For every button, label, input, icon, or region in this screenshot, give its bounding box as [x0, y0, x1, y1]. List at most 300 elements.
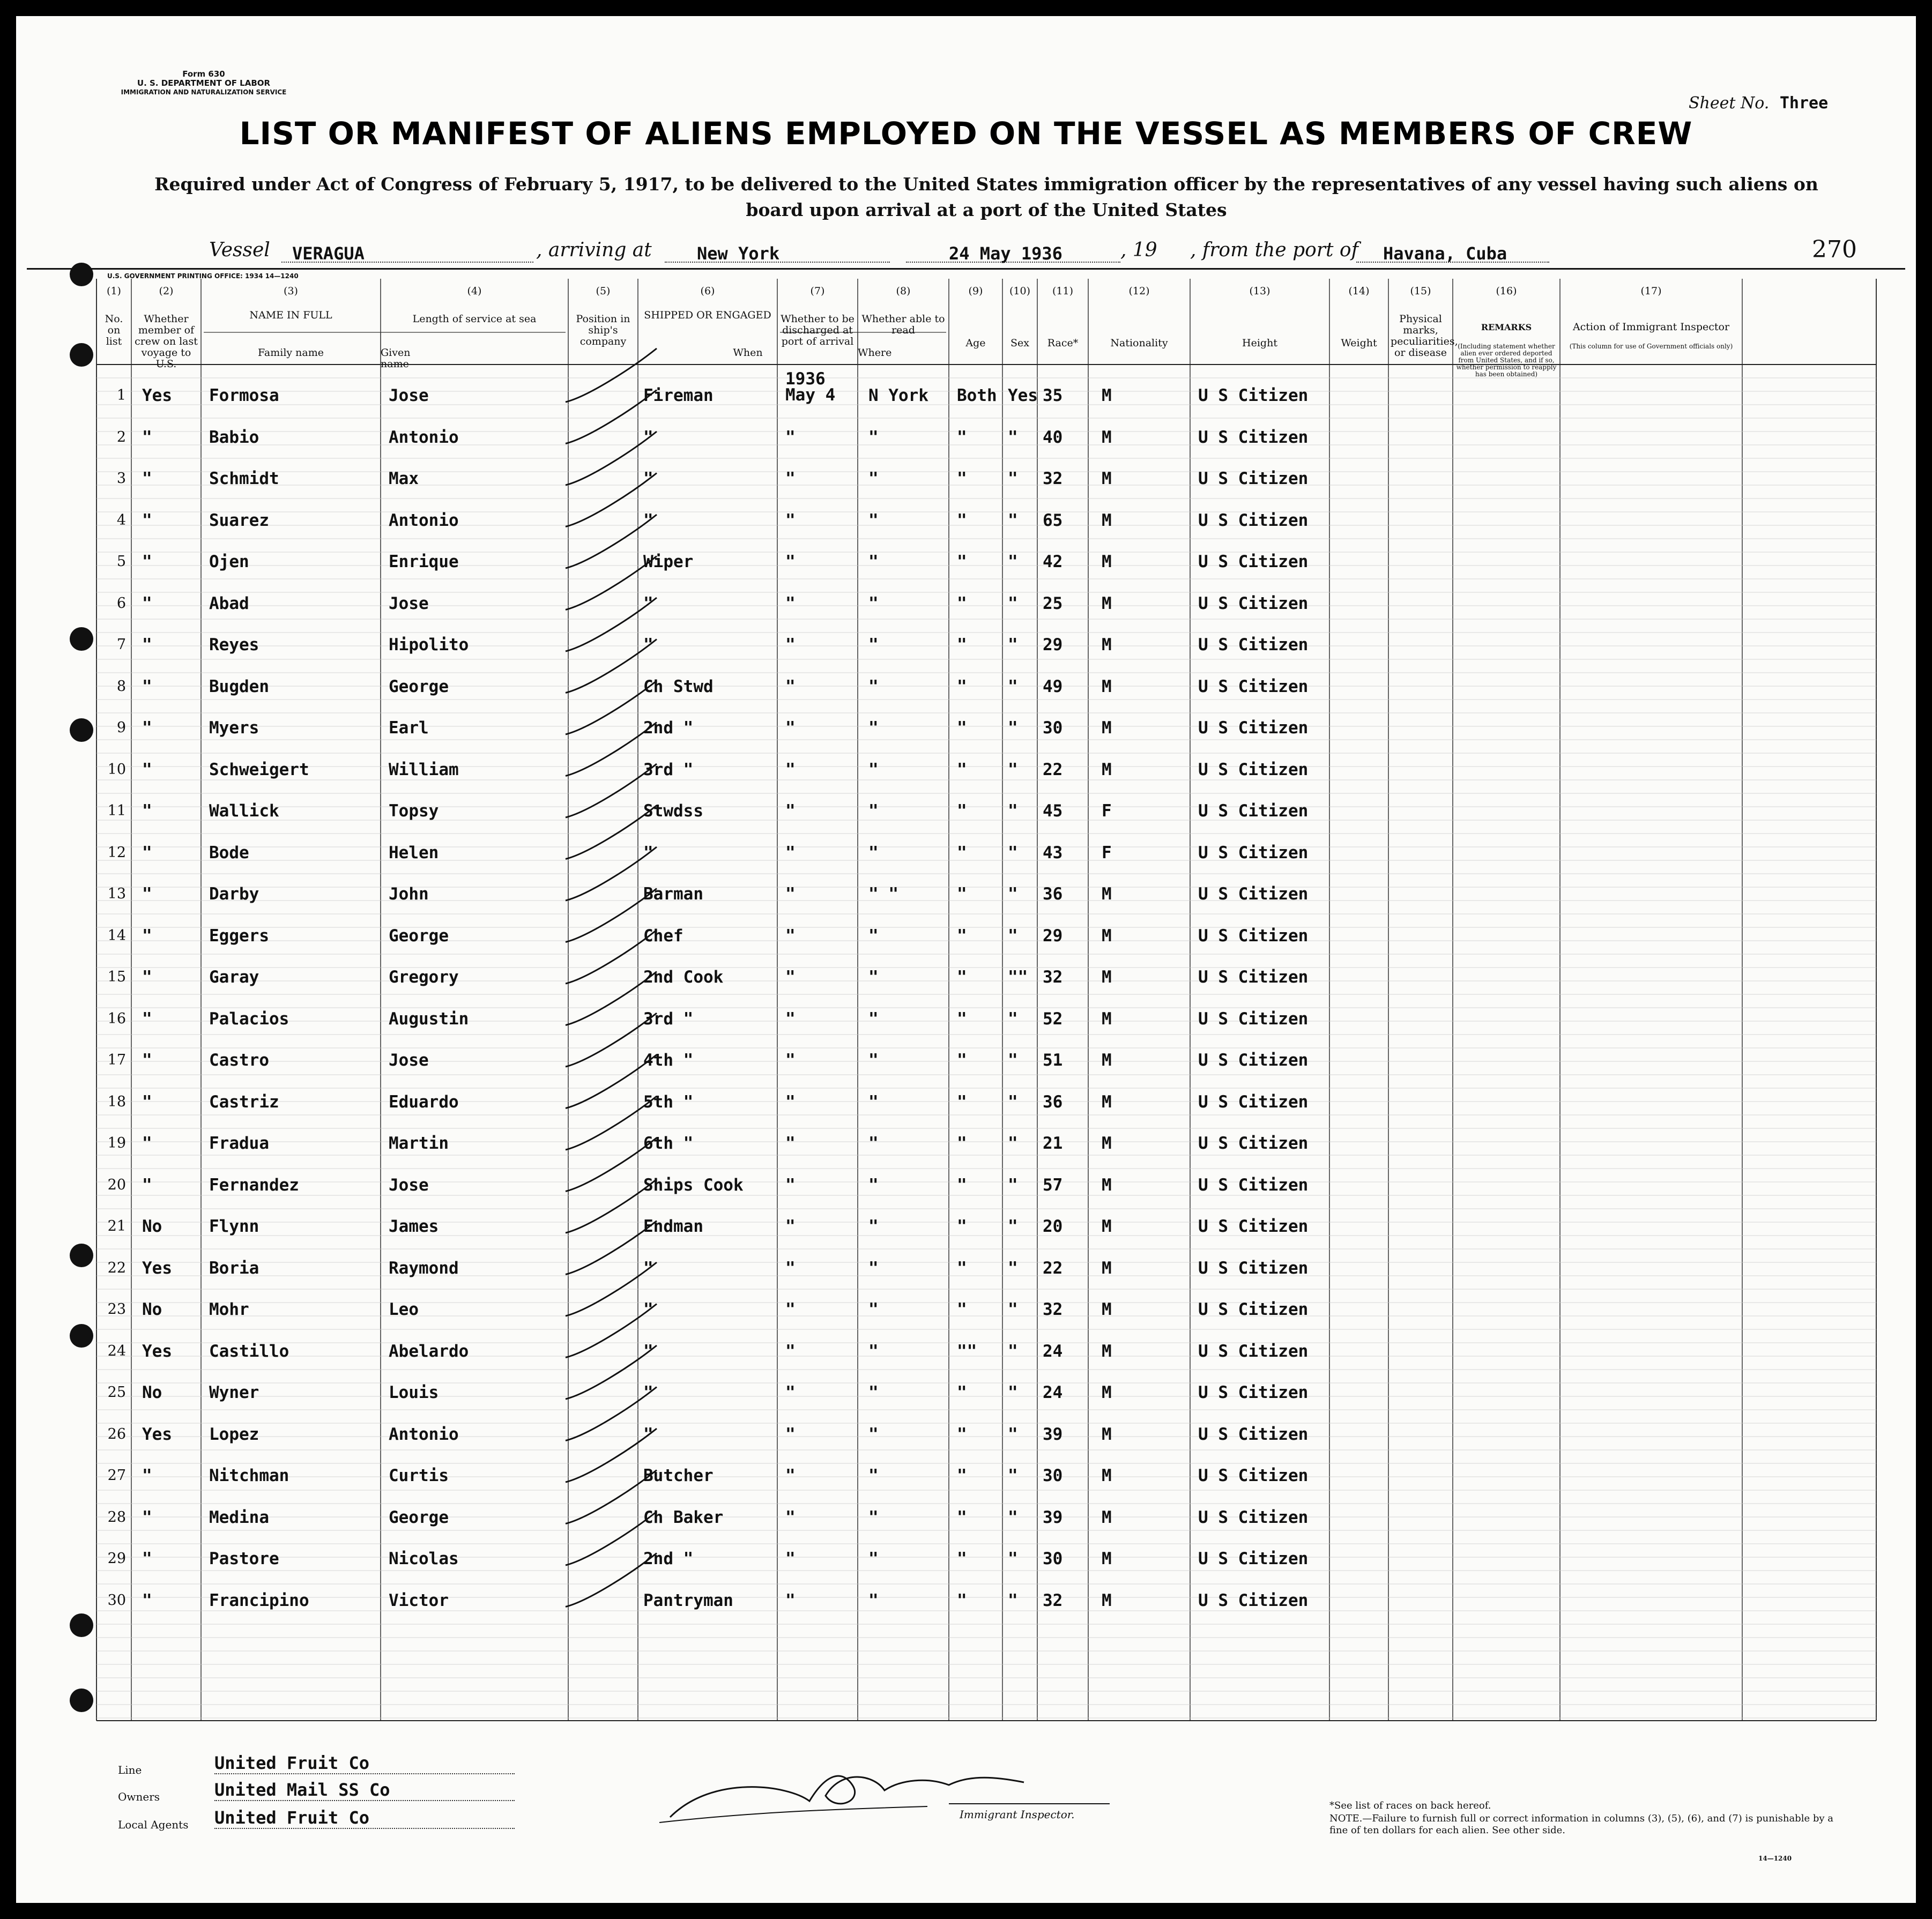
race-cell: U S Citizen	[1198, 1341, 1309, 1361]
given-name-cell: George	[389, 676, 449, 696]
shipped-when-cell: "	[785, 884, 796, 904]
position-cell: "	[643, 593, 653, 613]
family-name-cell: Castillo	[209, 1341, 289, 1361]
age-cell: 24	[1043, 1383, 1063, 1402]
column-number: (14)	[1348, 285, 1370, 297]
age-cell: 36	[1043, 884, 1063, 904]
column-subheader: Where	[858, 347, 892, 359]
last-voyage-cell: "	[142, 427, 152, 447]
date-value: 24 May 1936	[949, 243, 1062, 264]
position-cell: "	[643, 1383, 653, 1402]
discharged-cell: "	[957, 427, 967, 447]
family-name-cell: Mohr	[209, 1300, 249, 1319]
owners-value: United Mail SS Co	[214, 1780, 515, 1801]
given-name-cell: Nicolas	[389, 1549, 459, 1568]
row-number: 25	[107, 1384, 126, 1401]
discharged-cell: "	[957, 469, 967, 488]
able-to-read-cell: "	[1008, 469, 1018, 488]
discharged-cell: "	[957, 718, 967, 738]
sex-cell: M	[1102, 1424, 1112, 1444]
family-name-cell: Schweigert	[209, 760, 309, 779]
owners-label: Owners	[118, 1790, 160, 1803]
column-header: Physical marks, peculiarities, or disease	[1391, 313, 1458, 359]
able-to-read-cell: "	[1008, 1217, 1018, 1236]
given-name-cell: Jose	[389, 386, 429, 405]
row-number: 16	[107, 1010, 126, 1027]
family-name-cell: Flynn	[209, 1217, 259, 1236]
given-name-cell: George	[389, 926, 449, 946]
column-header: REMARKS	[1481, 322, 1532, 332]
position-cell: Chef	[643, 926, 683, 946]
age-cell: 43	[1043, 843, 1063, 862]
position-cell: "	[643, 1341, 653, 1361]
shipped-where-cell: "	[868, 1383, 879, 1402]
row-number: 23	[107, 1301, 126, 1318]
discharged-cell: "	[957, 1466, 967, 1485]
race-cell: U S Citizen	[1198, 843, 1309, 862]
able-to-read-cell: "	[1008, 801, 1018, 821]
discharged-cell: "	[957, 926, 967, 946]
age-cell: 30	[1043, 718, 1063, 738]
page-number: 270	[1812, 236, 1857, 263]
row-number: 4	[116, 511, 126, 529]
last-voyage-cell: Yes	[142, 1424, 172, 1444]
column-header: Length of service at sea	[412, 313, 537, 325]
row-number: 27	[107, 1467, 126, 1484]
sex-cell: M	[1102, 1590, 1112, 1610]
position-cell: Wiper	[643, 552, 694, 571]
last-voyage-cell: "	[142, 968, 152, 987]
family-name-cell: Suarez	[209, 510, 269, 530]
vessel-label: Vessel	[209, 239, 270, 261]
sex-cell: M	[1102, 1175, 1112, 1195]
column-header: Whether member of crew on last voyage to U.S.	[135, 313, 198, 370]
able-to-read-cell: "	[1008, 427, 1018, 447]
shipped-where-cell: "	[868, 552, 879, 571]
age-cell: 39	[1043, 1424, 1063, 1444]
discharged-cell: "	[957, 843, 967, 862]
form-number: Form 630	[182, 69, 225, 79]
sex-cell: M	[1102, 510, 1112, 530]
family-name-cell: Reyes	[209, 635, 259, 654]
discharged-cell: "	[957, 1092, 967, 1112]
position-cell: Pantryman	[643, 1590, 733, 1610]
shipped-where-cell: "	[868, 1507, 879, 1527]
agents-label: Local Agents	[118, 1818, 189, 1831]
able-to-read-cell: "	[1008, 1092, 1018, 1112]
shipped-when-cell: "	[785, 427, 796, 447]
discharged-cell: "	[957, 801, 967, 821]
able-to-read-cell: "	[1008, 510, 1018, 530]
shipped-where-cell: "	[868, 1466, 879, 1485]
shipped-where-cell: "	[868, 635, 879, 654]
shipped-where-cell: "	[868, 1300, 879, 1319]
shipped-where-cell: "	[868, 801, 879, 821]
able-to-read-cell: "	[1008, 1424, 1018, 1444]
shipped-when-cell: "	[785, 1383, 796, 1402]
column-subheader: Family name	[258, 347, 324, 359]
position-cell: 4th "	[643, 1051, 694, 1070]
discharged-cell: "	[957, 1300, 967, 1319]
family-name-cell: Castro	[209, 1051, 269, 1070]
position-cell: 2nd "	[643, 1549, 694, 1568]
age-cell: 39	[1043, 1507, 1063, 1527]
shipped-when-cell: "	[785, 1300, 796, 1319]
last-voyage-cell: "	[142, 552, 152, 571]
family-name-cell: Myers	[209, 718, 259, 738]
shipped-when-cell: 1936 May 4	[785, 369, 836, 405]
race-cell: U S Citizen	[1198, 718, 1309, 738]
age-cell: 21	[1043, 1134, 1063, 1153]
sex-cell: M	[1102, 1383, 1112, 1402]
given-name-cell: Earl	[389, 718, 429, 738]
able-to-read-cell: "	[1008, 1134, 1018, 1153]
last-voyage-cell: "	[142, 1175, 152, 1195]
given-name-cell: Max	[389, 469, 419, 488]
position-cell: "	[643, 635, 653, 654]
shipped-where-cell: "	[868, 1009, 879, 1029]
age-cell: 29	[1043, 635, 1063, 654]
race-cell: U S Citizen	[1198, 760, 1309, 779]
column-number: (5)	[596, 285, 611, 297]
last-voyage-cell: "	[142, 1092, 152, 1112]
shipped-where-cell: "	[868, 968, 879, 987]
shipped-when-cell: "	[785, 1092, 796, 1112]
age-cell: 32	[1043, 968, 1063, 987]
given-name-cell: Abelardo	[389, 1341, 469, 1361]
last-voyage-cell: No	[142, 1300, 162, 1319]
discharged-cell: Both	[957, 386, 997, 405]
able-to-read-cell: "	[1008, 1466, 1018, 1485]
given-name-cell: Eduardo	[389, 1092, 459, 1112]
column-number: (17)	[1640, 285, 1662, 297]
last-voyage-cell: Yes	[142, 1258, 172, 1278]
discharged-cell: "	[957, 884, 967, 904]
age-cell: 49	[1043, 676, 1063, 696]
given-name-cell: Martin	[389, 1134, 449, 1153]
race-cell: U S Citizen	[1198, 469, 1309, 488]
shipped-when-cell: "	[785, 801, 796, 821]
able-to-read-cell: "	[1008, 718, 1018, 738]
race-cell: U S Citizen	[1198, 1590, 1309, 1610]
position-cell: 2nd "	[643, 718, 694, 738]
age-cell: 40	[1043, 427, 1063, 447]
row-number: 29	[107, 1550, 126, 1567]
age-cell: 30	[1043, 1549, 1063, 1568]
race-cell: U S Citizen	[1198, 1258, 1309, 1278]
shipped-when-cell: "	[785, 926, 796, 946]
row-number: 13	[107, 886, 126, 902]
family-name-cell: Garay	[209, 968, 259, 987]
column-number: (7)	[810, 285, 825, 297]
able-to-read-cell: "	[1008, 635, 1018, 654]
shipped-when-cell: "	[785, 1175, 796, 1195]
given-name-cell: Jose	[389, 1175, 429, 1195]
able-to-read-cell: "	[1008, 1300, 1018, 1319]
given-name-cell: Jose	[389, 593, 429, 613]
age-cell: 57	[1043, 1175, 1063, 1195]
given-name-cell: Victor	[389, 1590, 449, 1610]
row-number: 11	[107, 802, 126, 819]
sheet-no-value: Three	[1779, 94, 1829, 113]
given-name-cell: Augustin	[389, 1009, 469, 1029]
row-number: 20	[107, 1176, 126, 1193]
row-number: 17	[107, 1052, 126, 1068]
able-to-read-cell: "	[1008, 676, 1018, 696]
races-note: *See list of races on back hereof.	[1329, 1800, 1491, 1811]
discharged-cell: "	[957, 676, 967, 696]
column-header: No. on list	[105, 313, 123, 347]
race-cell: U S Citizen	[1198, 1051, 1309, 1070]
position-cell: 5th "	[643, 1092, 694, 1112]
race-cell: U S Citizen	[1198, 926, 1309, 946]
shipped-when-cell: "	[785, 676, 796, 696]
shipped-when-cell: "	[785, 1549, 796, 1568]
race-cell: U S Citizen	[1198, 386, 1309, 405]
row-number: 6	[116, 594, 126, 612]
column-number: (10)	[1009, 285, 1030, 297]
sex-cell: M	[1102, 552, 1112, 571]
sex-cell: M	[1102, 1051, 1112, 1070]
shipped-when-cell: "	[785, 1341, 796, 1361]
row-number: 19	[107, 1135, 126, 1151]
row-number: 18	[107, 1093, 126, 1110]
last-voyage-cell: "	[142, 469, 152, 488]
position-cell: 6th "	[643, 1134, 694, 1153]
shipped-where-cell: "	[868, 1549, 879, 1568]
position-cell: Butcher	[643, 1466, 714, 1485]
row-number: 9	[116, 719, 126, 736]
column-number: (4)	[467, 285, 482, 297]
race-cell: U S Citizen	[1198, 1300, 1309, 1319]
column-header: Race*	[1047, 337, 1079, 349]
given-name-cell: Hipolito	[389, 635, 469, 654]
able-to-read-cell: "	[1008, 593, 1018, 613]
column-header: SHIPPED OR ENGAGED	[644, 309, 771, 321]
able-to-read-cell: "	[1008, 1590, 1018, 1610]
sex-cell: M	[1102, 386, 1112, 405]
position-cell: Barman	[643, 884, 703, 904]
race-cell: U S Citizen	[1198, 801, 1309, 821]
sex-cell: F	[1102, 843, 1112, 862]
position-cell: "	[643, 427, 653, 447]
sex-cell: M	[1102, 1466, 1112, 1485]
line-label: Line	[118, 1764, 142, 1776]
family-name-cell: Darby	[209, 884, 259, 904]
sex-cell: M	[1102, 1258, 1112, 1278]
last-voyage-cell: "	[142, 676, 152, 696]
shipped-where-cell: "	[868, 926, 879, 946]
given-name-cell: Antonio	[389, 1424, 459, 1444]
column-header: Sex	[1010, 337, 1029, 349]
discharged-cell: "	[957, 760, 967, 779]
family-name-cell: Wyner	[209, 1383, 259, 1402]
manifest-sheet	[16, 16, 1916, 1903]
column-number: (13)	[1249, 285, 1270, 297]
sex-cell: M	[1102, 1009, 1112, 1029]
last-voyage-cell: "	[142, 843, 152, 862]
column-header: Action of Immigrant Inspector	[1572, 321, 1730, 333]
given-name-cell: Topsy	[389, 801, 439, 821]
age-cell: 42	[1043, 552, 1063, 571]
age-cell: 65	[1043, 510, 1063, 530]
inspector-label: Immigrant Inspector.	[960, 1808, 1075, 1821]
from-label: , from the port of	[1190, 239, 1358, 261]
family-name-cell: Bode	[209, 843, 249, 862]
sex-cell: M	[1102, 1300, 1112, 1319]
column-number: (15)	[1410, 285, 1431, 297]
shipped-when-cell: "	[785, 469, 796, 488]
shipped-when-cell: "	[785, 718, 796, 738]
last-voyage-cell: "	[142, 510, 152, 530]
shipped-when-cell: "	[785, 1590, 796, 1610]
sex-cell: M	[1102, 1217, 1112, 1236]
discharged-cell: "	[957, 1383, 967, 1402]
able-to-read-cell: Yes	[1008, 386, 1038, 405]
shipped-when-cell: "	[785, 1424, 796, 1444]
last-voyage-cell: "	[142, 926, 152, 946]
age-cell: 20	[1043, 1217, 1063, 1236]
shipped-where-cell: "	[868, 1134, 879, 1153]
shipped-where-cell: N York	[868, 386, 928, 405]
discharged-cell: "	[957, 1424, 967, 1444]
shipped-where-cell: "	[868, 1051, 879, 1070]
sex-cell: M	[1102, 635, 1112, 654]
discharged-cell: "	[957, 1549, 967, 1568]
discharged-cell: "	[957, 1217, 967, 1236]
shipped-when-cell: "	[785, 1507, 796, 1527]
shipped-where-cell: "	[868, 510, 879, 530]
row-number: 2	[116, 428, 126, 445]
column-number: (11)	[1052, 285, 1073, 297]
column-header: Whether able to read	[861, 313, 945, 336]
shipped-where-cell: "	[868, 843, 879, 862]
family-name-cell: Fernandez	[209, 1175, 299, 1195]
last-voyage-cell: "	[142, 635, 152, 654]
arriving-value: New York	[697, 243, 780, 264]
discharged-cell: "	[957, 1507, 967, 1527]
discharged-cell: "	[957, 1175, 967, 1195]
family-name-cell: Formosa	[209, 386, 279, 405]
shipped-where-cell: "	[868, 676, 879, 696]
sex-cell: M	[1102, 884, 1112, 904]
given-name-cell: Raymond	[389, 1258, 459, 1278]
race-cell: U S Citizen	[1198, 635, 1309, 654]
column-header: Weight	[1341, 337, 1377, 349]
family-name-cell: Fradua	[209, 1134, 269, 1153]
shipped-where-cell: " "	[868, 884, 898, 904]
discharged-cell: "	[957, 1051, 967, 1070]
shipped-when-cell: "	[785, 510, 796, 530]
discharged-cell: "	[957, 635, 967, 654]
column-header: Whether to be discharged at port of arrival	[781, 313, 854, 347]
given-name-cell: George	[389, 1507, 449, 1527]
able-to-read-cell: "	[1008, 1258, 1018, 1278]
position-cell: "	[643, 843, 653, 862]
able-to-read-cell: "	[1008, 843, 1018, 862]
row-number: 3	[116, 470, 126, 487]
family-name-cell: Wallick	[209, 801, 279, 821]
last-voyage-cell: "	[142, 760, 152, 779]
shipped-when-cell: "	[785, 760, 796, 779]
form-service: IMMIGRATION AND NATURALIZATION SERVICE	[121, 88, 287, 96]
position-cell: Ch Baker	[643, 1507, 724, 1527]
line-value: United Fruit Co	[214, 1753, 515, 1774]
year-label: , 19	[1120, 239, 1157, 261]
last-voyage-cell: Yes	[142, 1341, 172, 1361]
race-cell: U S Citizen	[1198, 1507, 1309, 1527]
last-voyage-cell: "	[142, 884, 152, 904]
age-cell: 32	[1043, 1300, 1063, 1319]
position-cell: "	[643, 1300, 653, 1319]
age-cell: 36	[1043, 1092, 1063, 1112]
shipped-where-cell: "	[868, 1424, 879, 1444]
sex-cell: F	[1102, 801, 1112, 821]
sex-cell: M	[1102, 1134, 1112, 1153]
family-name-cell: Castriz	[209, 1092, 279, 1112]
discharged-cell: ""	[957, 1341, 977, 1361]
able-to-read-cell: "	[1008, 1383, 1018, 1402]
position-cell: Stwdss	[643, 801, 703, 821]
last-voyage-cell: "	[142, 1134, 152, 1153]
age-cell: 45	[1043, 801, 1063, 821]
sex-cell: M	[1102, 1341, 1112, 1361]
given-name-cell: Antonio	[389, 427, 459, 447]
able-to-read-cell: "	[1008, 1507, 1018, 1527]
able-to-read-cell: "	[1008, 1549, 1018, 1568]
sex-cell: M	[1102, 760, 1112, 779]
row-number: 10	[107, 761, 126, 778]
row-number: 15	[107, 969, 126, 985]
race-cell: U S Citizen	[1198, 1466, 1309, 1485]
position-cell: Ships Cook	[643, 1175, 744, 1195]
column-number: (8)	[896, 285, 911, 297]
last-voyage-cell: "	[142, 1549, 152, 1568]
able-to-read-cell: "	[1008, 884, 1018, 904]
given-name-cell: Curtis	[389, 1466, 449, 1485]
position-cell: Fireman	[643, 386, 714, 405]
given-name-cell: James	[389, 1217, 439, 1236]
family-name-cell: Ojen	[209, 552, 249, 571]
given-name-cell: William	[389, 760, 459, 779]
discharged-cell: "	[957, 968, 967, 987]
position-cell: 3rd "	[643, 760, 694, 779]
shipped-when-cell: "	[785, 1134, 796, 1153]
agents-value: United Fruit Co	[214, 1808, 515, 1829]
last-voyage-cell: "	[142, 801, 152, 821]
column-note: (This column for use of Government officials only)	[1569, 343, 1733, 350]
able-to-read-cell: "	[1008, 552, 1018, 571]
inspector-signature	[649, 1753, 1110, 1833]
position-cell: Ch Stwd	[643, 676, 714, 696]
race-cell: U S Citizen	[1198, 1009, 1309, 1029]
sex-cell: M	[1102, 1092, 1112, 1112]
family-name-cell: Boria	[209, 1258, 259, 1278]
column-header: NAME IN FULL	[249, 309, 332, 321]
race-cell: U S Citizen	[1198, 1549, 1309, 1568]
row-number: 7	[116, 636, 126, 653]
sex-cell: M	[1102, 593, 1112, 613]
row-number: 30	[107, 1591, 126, 1609]
age-cell: 29	[1043, 926, 1063, 946]
given-name-cell: Helen	[389, 843, 439, 862]
discharged-cell: "	[957, 1134, 967, 1153]
row-number: 12	[107, 844, 126, 861]
age-cell: 32	[1043, 469, 1063, 488]
last-voyage-cell: "	[142, 1051, 152, 1070]
last-voyage-cell: "	[142, 1590, 152, 1610]
last-voyage-cell: "	[142, 1009, 152, 1029]
